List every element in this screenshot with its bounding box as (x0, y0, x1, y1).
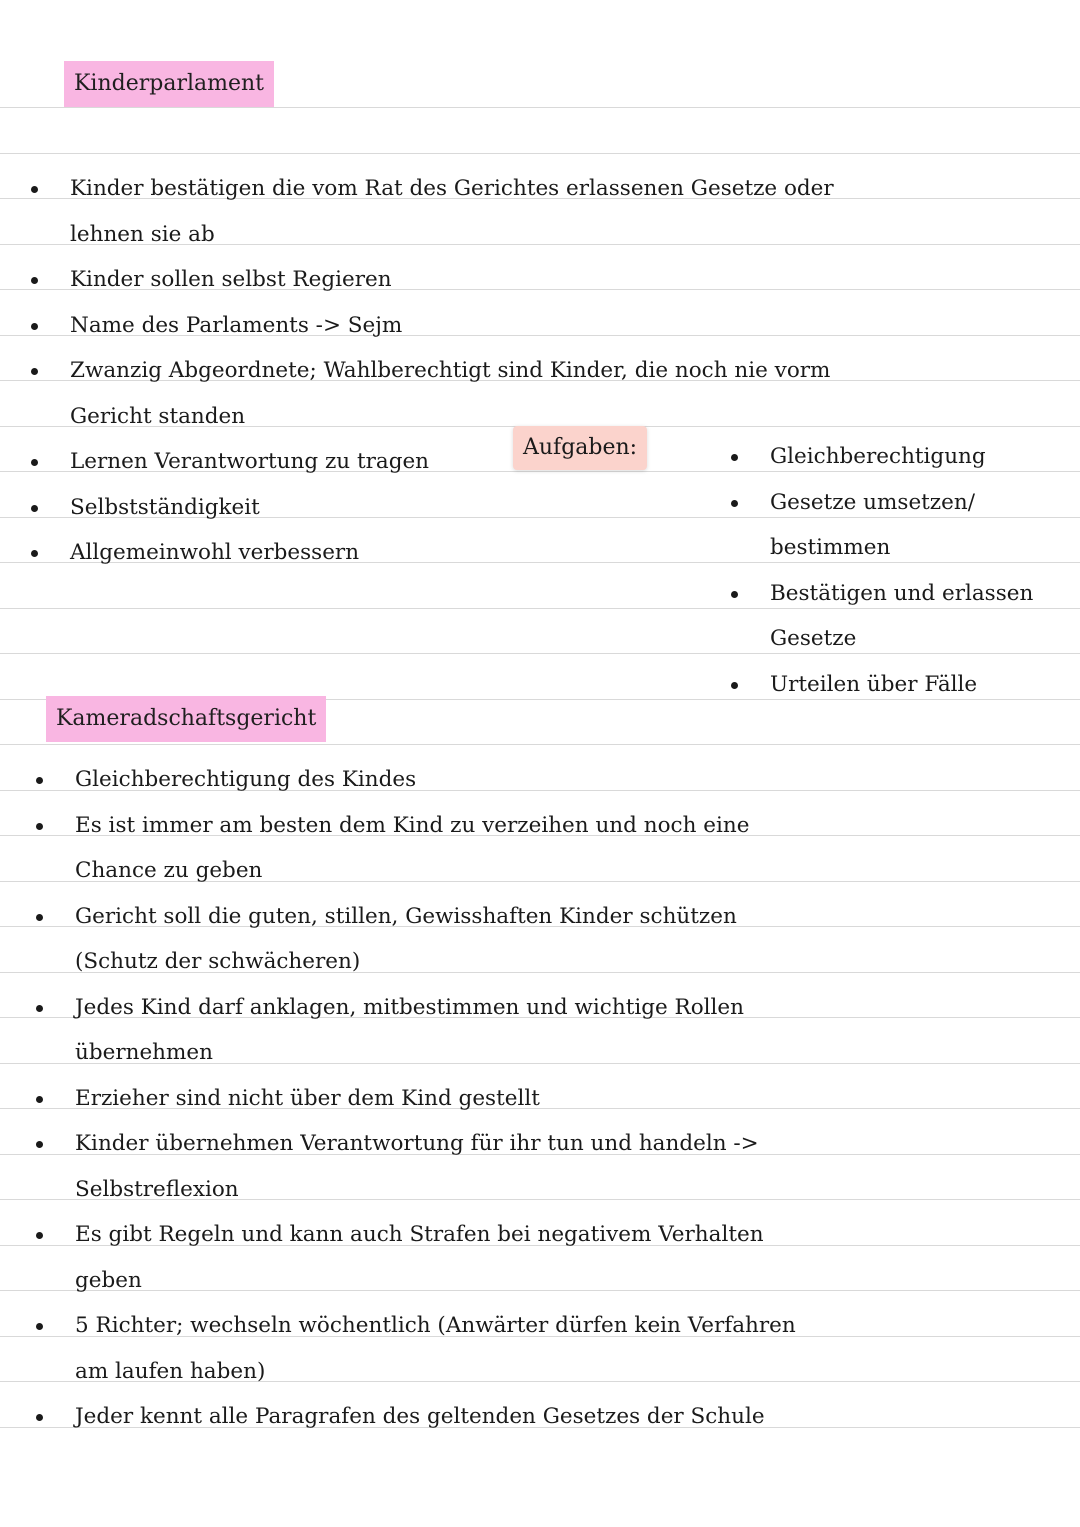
heading-kinderparlament: Kinderparlament (64, 61, 274, 107)
section2-item-text: Erzieher sind nicht über dem Kind gestellt (75, 1085, 540, 1111)
aufgaben-item-text: Gleichberechtigung (770, 444, 986, 469)
bullet-icon (36, 1323, 43, 1330)
section1-item-text: Gericht standen (70, 403, 246, 429)
section1-item-text: Kinder bestätigen die vom Rat des Gerichtes erlassenen Gesetze oder (70, 176, 834, 201)
bullet-icon (731, 500, 738, 507)
aufgaben-item-text: Bestätigen und erlassen (770, 580, 1034, 606)
section1-item-text: Lernen Verantwortung zu tragen (70, 449, 430, 474)
aufgaben-item-text: Gesetze umsetzen/ (770, 489, 975, 515)
section2-item-text: Gericht soll die guten, stillen, Gewisshaften Kinder schützen (75, 903, 737, 929)
bullet-icon (36, 777, 43, 784)
section2-item-text: geben (75, 1267, 142, 1293)
section2-item-text: übernehmen (75, 1040, 213, 1065)
bullet-icon (731, 591, 738, 598)
section1-item-text: Selbstständigkeit (70, 494, 260, 520)
section1-item-text: Kinder sollen selbst Regieren (70, 267, 392, 292)
bullet-icon (31, 323, 38, 330)
section2-item-text: 5 Richter; wechseln wöchentlich (Anwärter dürfen kein Verfahren (75, 1313, 796, 1338)
aufgaben-label: Aufgaben: (513, 426, 647, 470)
bullet-icon (31, 459, 38, 466)
section2-item-text: Es ist immer am besten dem Kind zu verzeihen und noch eine (75, 812, 750, 838)
bullet-icon (36, 1096, 43, 1103)
bullet-icon (31, 505, 38, 512)
bullet-icon (731, 454, 738, 461)
rule-line (0, 653, 1080, 654)
section2-item-text: Jedes Kind darf anklagen, mitbestimmen und wichtige Rollen (75, 994, 744, 1020)
bullet-icon (36, 823, 43, 830)
aufgaben-item-text: Gesetze (770, 626, 857, 651)
bullet-icon (36, 1005, 43, 1012)
bullet-icon (36, 1141, 43, 1148)
bullet-icon (36, 1232, 43, 1239)
bullet-icon (31, 368, 38, 375)
section2-item-text: Kinder übernehmen Verantwortung für ihr tun und handeln -> (75, 1131, 759, 1156)
section1-item-text: lehnen sie ab (70, 221, 215, 247)
aufgaben-item-text: Urteilen über Fälle (770, 671, 978, 697)
section2-item-text: Gleichberechtigung des Kindes (75, 767, 417, 792)
rule-line (0, 107, 1080, 108)
aufgaben-item-text: bestimmen (770, 535, 891, 560)
section2-item-text: Es gibt Regeln und kann auch Strafen bei negativem Verhalten (75, 1222, 764, 1247)
bullet-icon (31, 550, 38, 557)
section2-item-text: am laufen haben) (75, 1358, 266, 1384)
bullet-icon (31, 277, 38, 284)
bullet-icon (31, 186, 38, 193)
rule-line (0, 744, 1080, 745)
section2-item-text: (Schutz der schwächeren) (75, 949, 361, 974)
section2-item-text: Chance zu geben (75, 858, 263, 883)
section1-item-text: Name des Parlaments -> Sejm (70, 312, 403, 338)
bullet-icon (731, 682, 738, 689)
rule-line (0, 153, 1080, 154)
bullet-icon (36, 914, 43, 921)
section1-item-text: Zwanzig Abgeordnete; Wahlberechtigt sind Kinder, die noch nie vorm (70, 358, 831, 383)
rule-line (0, 1290, 1080, 1291)
section2-item-text: Selbstreflexion (75, 1176, 239, 1202)
bullet-icon (36, 1414, 43, 1421)
section1-item-text: Allgemeinwohl verbessern (70, 540, 360, 565)
section2-item-text: Jeder kennt alle Paragrafen des geltenden Gesetzes der Schule (75, 1404, 765, 1429)
heading-kameradschaftsgericht: Kameradschaftsgericht (46, 696, 326, 742)
